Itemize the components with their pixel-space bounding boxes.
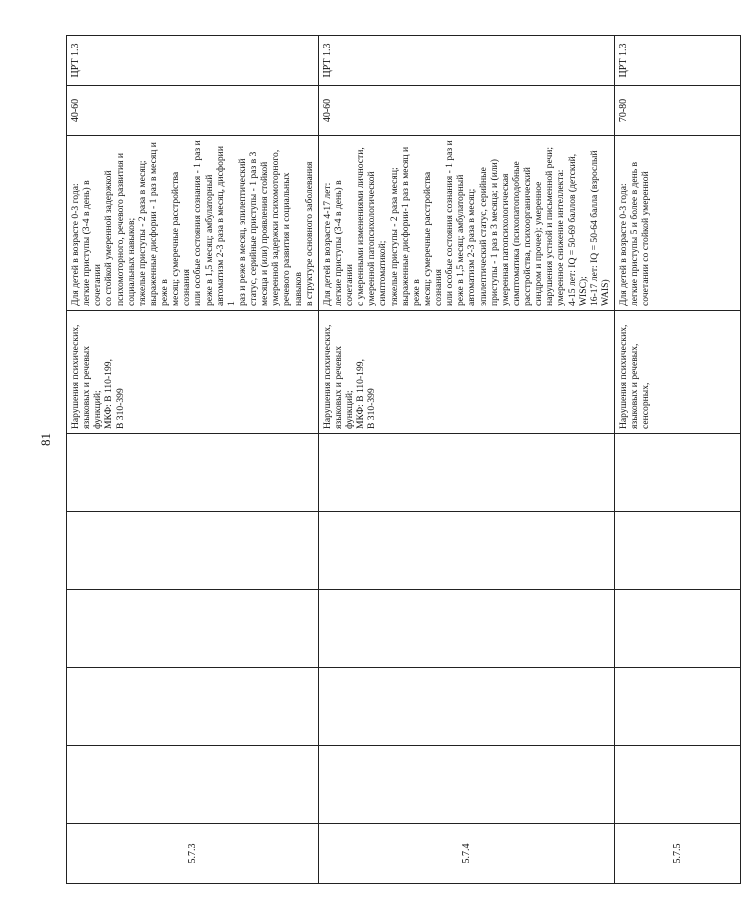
- criteria-cell: [615, 136, 741, 311]
- diagnosis-cell: [67, 311, 319, 434]
- empty-cell: [67, 512, 319, 590]
- empty-cell: [318, 746, 614, 824]
- criteria-text: Для детей в возрасте 4-17 лет: легкие приступы (3-4 в день) в сочетании с умеренными изменениями личности, умеренной патопсихологической симптоматикой; тяжелые приступы - 2 раза месяц; выраженные дисфории-1 раз в месяц и реже в месяц; сумеречные расстройства сознания или особые состояния сознания - 1 раз и реже в 1,5 месяц; амбулаторный автоматизм 2-3 раза в месяц; эпилептический статус, серийные приступы - 1 раз в 3 месяца; и (или) умеренная патопсихологическая симптоматика (психопатоподобные расстройства, психоорганический синдром и прочее); умеренное нарушения устной и письменной речи; умеренное снижение интеллекта: 4-15 лет: IQ = 50-69 баллов (детский, WISC); 16-17 лет: IQ = 50-64 балла (взрослый WAIS): [321, 140, 611, 306]
- criteria-cell: [67, 136, 319, 311]
- empty-cell: [318, 590, 614, 668]
- table-row: [615, 36, 741, 884]
- diagnosis-cell: [615, 311, 741, 434]
- empty-cell: [318, 668, 614, 746]
- row-code-cell: 5.7.3: [67, 824, 319, 884]
- reference-cell: ЦРТ 1.3: [67, 36, 319, 86]
- diagnosis-cell: [318, 311, 614, 434]
- criteria-text: Для детей в возрасте 0-3 года: легкие приступы 5 и более в день в сочетании со стойкой умеренной: [618, 161, 652, 306]
- rotated-table-wrapper: [66, 36, 683, 884]
- diagnosis-text: Нарушения психических, языковых и речевых, сенсорных,: [618, 324, 652, 429]
- criteria-cell: [318, 136, 614, 311]
- empty-cell: [67, 668, 319, 746]
- page-number: 81: [38, 433, 53, 446]
- criteria-table: [66, 35, 741, 884]
- row-code-cell: 5.7.4: [318, 824, 614, 884]
- table-row: [318, 36, 614, 884]
- empty-cell: [318, 512, 614, 590]
- empty-cell: [67, 590, 319, 668]
- table-row: [67, 36, 319, 884]
- empty-cell: [67, 746, 319, 824]
- empty-cell: [67, 434, 319, 512]
- empty-cell: [615, 434, 741, 512]
- reference-cell: ЦРТ 1.3: [615, 36, 741, 86]
- document-sheet: [66, 36, 683, 884]
- empty-cell: [318, 434, 614, 512]
- percent-cell: 40-60: [318, 86, 614, 136]
- empty-cell: [615, 512, 741, 590]
- percent-cell: 40-60: [67, 86, 319, 136]
- diagnosis-text: Нарушения психических, языковых и речевых функций; МКФ: В 110-199, В 310-399: [70, 324, 126, 429]
- diagnosis-text: Нарушения психических, языковых и речевых функций; МКФ: В 110-199, В 310-399: [321, 324, 378, 429]
- criteria-text: Для детей в возрасте 0-3 года: легкие приступы (3-4 в день) в сочетании со стойкой умеренной задержкой психомоторного, речевого развития и социальных навыков; тяжелые приступы - 2 раза в месяц; выраженные дисфории - 1 раз в месяц и реже в месяц; сумеречные расстройства сознания или особые состояния сознания - 1 раз и реже в 1,5 месяц; амбулаторный автоматизм 2-3 раза в месяц, дисфории 1 раз и реже в месяц, эпилептический статус, серийные приступы - 1 раз в 3 месяца и (или) проявления стойкой умеренной задержки психомоторного, речевого развития и социальных навыков в структуре основного заболевания: [70, 140, 315, 306]
- empty-cell: [615, 590, 741, 668]
- row-code-cell: 5.7.5: [615, 824, 741, 884]
- empty-cell: [615, 668, 741, 746]
- empty-cell: [615, 746, 741, 824]
- percent-cell: 70-80: [615, 86, 741, 136]
- reference-cell: ЦРТ 1.3: [318, 36, 614, 86]
